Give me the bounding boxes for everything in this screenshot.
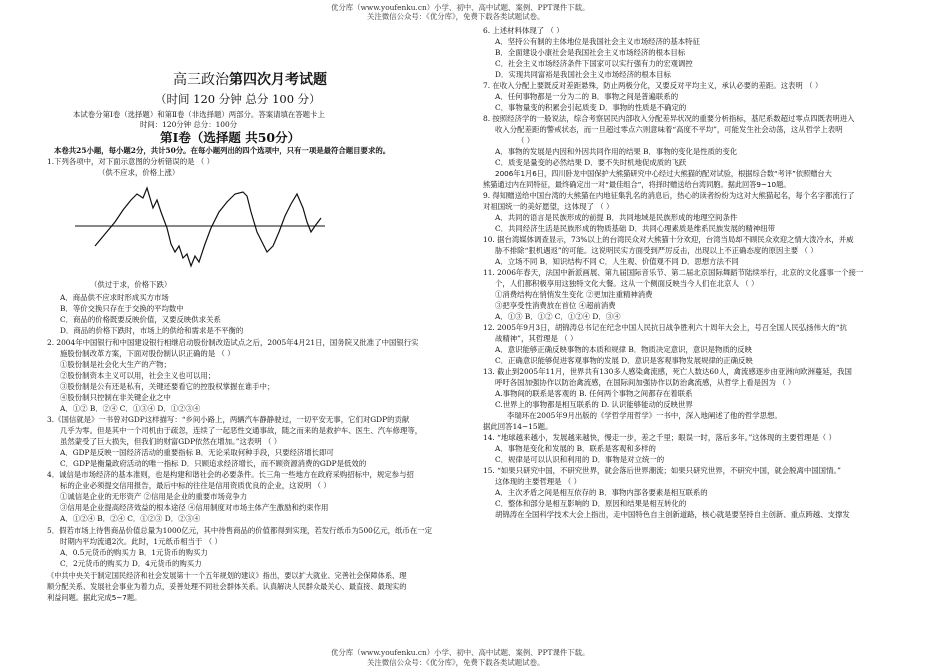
q9-line: 9. 得知赠送给中国台湾的大熊猫在内地征集乳名的消息后，热心的读者纷纷为这对大熊猫起名，每个名字都流行了 bbox=[483, 191, 855, 200]
q3-option: C．GDP是衡量政府活动的唯一指标 D．只顾追求经济增长，而不顾资源消费的GDP是低效的 bbox=[60, 459, 367, 468]
exam-title-subject: 高三政治 bbox=[173, 72, 229, 88]
q6-option: D．实现共同富裕是我国社会主义市场经济的根本目标 bbox=[495, 70, 671, 79]
q9-line: 对祖国统一的美好愿望，这体现了 （ ） bbox=[483, 202, 614, 211]
q15-line: 15. “如果只研究中国，不研究世界，就会落后世界潮流；如果只研究世界，不研究中国，就会脱离中国国情。” bbox=[483, 466, 841, 475]
passage-line: 利益问题。据此完成5~7题。 bbox=[47, 593, 142, 602]
q15-option: C．整体和部分是相互影响的 D．原因和结果是相互转化的 bbox=[495, 499, 687, 508]
q4-line: ①诚信是企业的无形资产 ②信用是企业的重要市场竞争力 bbox=[60, 492, 248, 501]
q8-line: （ ） bbox=[517, 136, 535, 145]
q8-line: 收入分配差距的警戒状态，而一旦超过零点六则意味着“高度不平均”，可能发生社会动荡，这从哲学上表明 bbox=[495, 125, 843, 134]
q10-line: 10. 据台湾媒体调查显示，73%以上的台湾民众对大熊猫十分欢迎，台湾当局却不顾民众欢迎之情大泼冷水，并威 bbox=[483, 235, 854, 244]
chart-top-label: （供不应求，价格上涨） bbox=[98, 168, 180, 177]
q11-item: ③把享受性消费放在首位 ④超前消费 bbox=[495, 301, 616, 310]
q12-line: 战精神”，其哲理是 （ ） bbox=[495, 334, 578, 343]
q15-option: A．主次矛盾之间是相互依存的 B．事物内部各要素是相互联系的 bbox=[495, 488, 708, 497]
q2-line: 2. 2004年中国银行和中国建设银行相继启动股份制改造试点之后，2005年4月21日，国务院又批准了中国银行实 bbox=[47, 338, 419, 347]
philosophy-note: 李瑞环在2005年9月出版的《学哲学用哲学》一书中，深入地阐述了他的哲学思想。 bbox=[507, 411, 782, 420]
exam-title bbox=[173, 71, 327, 89]
q1-stem: 1.下列各项中，对下面示意图的分析错误的是 （ ） bbox=[47, 157, 214, 166]
q7-stem: 7. 在收入分配上要既反对差距悬殊，防止两极分化，又要反对平均主义，承认必要的差距。这表明 （ ） bbox=[483, 81, 823, 90]
intro-line-1: 本试卷分第Ⅰ卷（选择题）和第Ⅱ卷（非选择题）两部分。答案请填在答题卡上 bbox=[73, 110, 325, 119]
q3-line: 3.《国信就是》一书曾对GDP这样描写：“乡间小路上，两辆汽车静静驶过，一切平安无事，它们对GDP的贡献 bbox=[47, 415, 410, 424]
q1-option-a: A．商品供不应求时形成买方市场 bbox=[60, 293, 169, 302]
q16-passage-start: 胡锦涛在全国科学技术大会上指出，走中国特色自主创新道路，核心就是要坚持自主创新、重点跨越、支撑发 bbox=[495, 510, 850, 519]
q11-options: A．①③ B．①② C．①②④ D．③④ bbox=[495, 312, 621, 321]
q3-option: A．GDP是反映一国经济活动的重要指标 B．无论采取何种手段，只要经济增长即可 bbox=[60, 448, 334, 457]
chart-bottom-label: （供过于求，价格下跌） bbox=[90, 280, 172, 289]
q14-option: A．事物是变化和发展的 B．联系是客观和多样的 bbox=[495, 444, 656, 453]
q13-option: A.事物间的联系是客观的 B. 任何两个事物之间都存在着联系 bbox=[495, 389, 693, 398]
footer-line-1: 优分库（www.youfenku.cn）小学、初中、高中试题、案例、PPT课件下载。 bbox=[331, 648, 590, 657]
q7-option: A．任何事物都是一分为二的 B．事物之间是普遍联系的 bbox=[495, 92, 679, 101]
q14-option: C．规律是可以认识和利用的 D．事物是对立统一的 bbox=[495, 455, 665, 464]
header-line-2: 关注微信公众号：《优分库》，免费下载各类试题试卷。 bbox=[367, 12, 545, 21]
price-value-diagram bbox=[75, 182, 335, 272]
instructions: 本卷共25小题，每小题2分，共计50分。在每小题列出的四个选项中，只有一项是最符合题目要求的。 bbox=[54, 146, 391, 155]
time-score: （时间 120 分钟 总分 100 分） bbox=[155, 92, 321, 106]
q14-line: 14. “地球越来越小，发展越来越快，慢走一步，差之千里；眼误一时，落后多年。”这体现的主要哲理是（ ） bbox=[483, 433, 836, 442]
q11-line: 个，人们都积极享用这独特文化大餐。这从一个侧面反映当今人们在北京人 （ ） bbox=[495, 279, 759, 288]
q13-option: C.世界上的事物都是相互联系的 D. 认识能够能动的反映世界 bbox=[495, 400, 693, 409]
q6-option: A．坚持公有制的主体地位是我国社会主义市场经济的基本特征 bbox=[495, 37, 700, 46]
q1-option-c: C．商品的价格既要反映价值，又要反映供求关系 bbox=[60, 315, 221, 324]
q4-line: 4．诚信是市场经济的基本准则，也是构建和谐社会的必要条件。长三角一些地方在政府采购招标中，规定参与招 bbox=[47, 470, 414, 479]
q4-options: A．①②④ B．②④ C．①②③ D．②③④ bbox=[60, 514, 201, 523]
q2-options: A．①② B．②④ C．①③④ D．①②③④ bbox=[60, 404, 201, 413]
q6-stem: 6. 上述材料体现了 （ ） bbox=[483, 26, 564, 35]
q2-line: 施股份制改革方案，下面对股份制认识正确的是 （ ） bbox=[60, 349, 235, 358]
q12-line: 12. 2005年9月3日，胡锦涛总书记在纪念中国人民抗日战争胜利六十周年大会上，号召全国人民弘扬伟大的“抗 bbox=[483, 323, 847, 332]
q5-line: 时期内平均流通2次。此时，1元纸币相当于 （ ） bbox=[60, 537, 222, 546]
panda-passage: 2006年1月6日，四川卧龙中国保护大熊猫研究中心经过大熊猫的配对试验，根据综合数“考评”依照赠台大 bbox=[495, 169, 832, 178]
q9-option: C．共同经济生活是民族形成的物质基础 D．共同心理素质是维系民族发展的精神纽带 bbox=[495, 224, 775, 233]
q2-line: ①股份制是社会化大生产的产物； bbox=[60, 360, 171, 369]
q10-options: A．立场不同 B．知识结构不同 C．人生观、价值观不同 D．思想方法不同 bbox=[495, 257, 739, 266]
q9-option: A．共同的语言是民族形成的前提 B．共同地域是民族形成的地理空间条件 bbox=[495, 213, 738, 222]
q5-line: 5．假若市场上待售商品价值总量为1000亿元，其中待售商品的价值都得到实现，若发行纸币为500亿元，纸币在一定 bbox=[47, 526, 432, 535]
passage-line: 顺分配关系、发展社会事业为着力点，妥善处理不同社会群体关系。认真解决人民群众最关心、最直接、最现实的 bbox=[47, 582, 407, 591]
q13-line: 13. 截止到2005年11月，世界共有130多人感染禽流感，死亡人数达60人，禽流感逐步由亚洲向欧洲蔓延，我国 bbox=[483, 367, 852, 376]
price-fluctuation-curve bbox=[95, 188, 321, 266]
q8-option: C．质变是量变的必然结果 D．要不失时机地促成质的飞跃 bbox=[495, 158, 687, 167]
exam-title-main: 第四次月考试题 bbox=[229, 72, 327, 88]
q6-option: C．社会主义市场经济条件下国家可以实行强有力的宏观调控 bbox=[495, 59, 693, 68]
q3-line: 几乎为零。但是其中一个司机由于疏忽，连续了一起恶性交通事故，随之而来的是救护车、医生、汽车修理等， bbox=[60, 426, 423, 435]
q8-option: A．事物的发展是内因和外因共同作用的结果 B．事物的变化是性质的变化 bbox=[495, 147, 738, 156]
q10-line: 胁不排除“狠机遇返”的可能。这说明民实方面受到严厉反击，出现以上不正确态度的原因主要 （ ） bbox=[495, 246, 818, 255]
q12-option: A．意识能够正确反映事物的本质和规律 B．物质决定意识，意识是物质的反映 bbox=[495, 345, 753, 354]
q1-option-d: D．商品的价格下跌时，市场上的供给和需求是不平衡的 bbox=[60, 326, 244, 335]
q5-option: A．0.5元货币的购买力 B．1元货币的购买力 bbox=[60, 548, 208, 557]
q2-line: ③股份制是公有还是私有，关键还要看它的控股权掌握在谁手中； bbox=[60, 382, 275, 391]
philosophy-subnote: 据此回答14~15题。 bbox=[483, 422, 553, 431]
part-one-heading: 第Ⅰ卷（选择题 共50分） bbox=[160, 130, 301, 145]
header-line-1: 优分库（www.youfenku.cn）小学、初中、高中试题、案例、PPT课件下载。 bbox=[331, 3, 590, 12]
q2-line: ②股份制资本主义可以用，社会主义也可以用； bbox=[60, 371, 216, 380]
intro-line-2: 时间：120分钟 总分：100分 bbox=[140, 120, 238, 129]
q2-line: ④股份制只控制在非关键企业之中 bbox=[60, 393, 171, 402]
q5-option: C．2元货币的购买力 D．4元货币的购买力 bbox=[60, 559, 202, 568]
q11-item: ①消费结构在悄悄发生变化 ②更加注重精神消费 bbox=[495, 290, 653, 299]
q11-line: 11. 2006年春天，法国中新派画展、第九届国际音乐节、第二届北京国际舞蹈节陆续举行，北京的文化盛事一个接一 bbox=[483, 268, 864, 277]
q4-line: ③信用是企业提高经济效益的根本途径 ④信用制度对市场主体产生激励和约束作用 bbox=[60, 503, 329, 512]
q7-option: C．事物量变的积累会引起质变 D．事物的性质是不确定的 bbox=[495, 103, 687, 112]
q4-line: 标的企业必须提交信用报告，最后中标的往往是信用资质优良的企业，这说明 （ ） bbox=[60, 481, 331, 490]
passage-line: 《中共中央关于制定国民经济和社会发展第十一个五年规划的建议》指出，要以扩大就业、完善社会保障体系、理 bbox=[47, 571, 407, 580]
q6-option: B．全面建设小康社会是我国社会主义市场经济的根本目标 bbox=[495, 48, 686, 57]
q8-line: 8. 按照经济学的一般说法，综合考察居民内部收入分配差异状况的重要分析指标，基尼系数超过零点四既表明进入 bbox=[483, 114, 855, 123]
panda-passage: 熊猫通过内在同特征，最终确定出一对“最佳组合”，将择时赠送给台湾同胞。据此回答9~10题。 bbox=[483, 180, 791, 189]
q3-line: 虽然蒙受了巨大损失，但我们的财富GDP依然在增加。”这表明 （ ） bbox=[60, 437, 282, 446]
q12-option: C．正确意识能够促进客观事物的发展 D．意识是客观事物发展规律的正确反映 bbox=[495, 356, 753, 365]
q13-line: 呼吁各国加强协作以防治禽流感，在国际间加强协作以防治禽流感，从哲学上看是因为 （ ） bbox=[495, 378, 796, 387]
footer-line-2: 关注微信公众号：《优分库》，免费下载各类试题试卷。 bbox=[367, 658, 545, 667]
q1-option-b: B．等价交换只存在于交换的平均数中 bbox=[60, 304, 184, 313]
q15-line: 这体现的主要哲理是 （ ） bbox=[495, 477, 581, 486]
